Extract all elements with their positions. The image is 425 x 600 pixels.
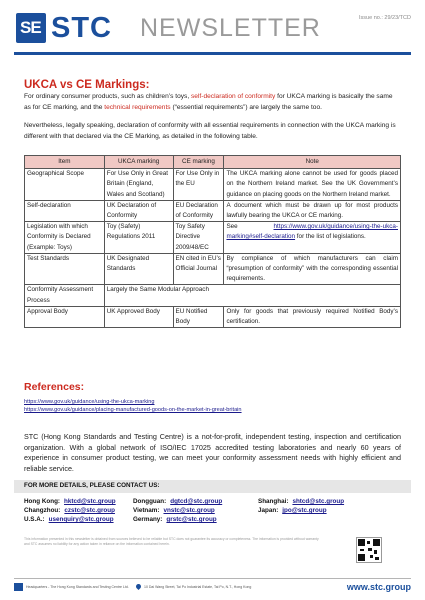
intro-paragraph: For ordinary consumer products, such as children’s toys, self-declaration of conformity for UKCA marking is basically the same as for CE marking, and the technical requirements (“essential requirements”) are largely the same too. <box>24 93 393 111</box>
table-cell-note: Only for goods that previously required Notified Body’s certification. <box>224 306 401 327</box>
contact-email-link[interactable]: dgtcd@stc.group <box>170 498 223 505</box>
comparison-paragraph: Nevertheless, legally speaking, declaration of conformity with all essential requirements in connection with the UKCA marking is different with that declared via the CE Marking, as detailed in the following table. <box>24 122 396 140</box>
reference-link-ukca-marking[interactable]: https://www.gov.uk/guidance/using-the-ukca-marking <box>24 399 155 405</box>
table-row <box>25 253 401 285</box>
contact-shanghai: Shanghai: shtcd@stc.group <box>258 498 345 505</box>
contact-hong-kong: Hong Kong: hktcd@stc.group <box>24 498 116 505</box>
table-cell-item: Geographical Scope <box>25 169 105 201</box>
column-header-item: Item <box>25 156 105 169</box>
disclaimer-text: This information presented in this newsletter is obtained from sources believed to be reliable but STC does not guarantee its accuracy or completeness. The information is provided without warranty and STC assumes no liability for any action taken in reliance on the information contained herein. <box>24 537 319 546</box>
stc-logo <box>16 11 124 45</box>
issue-number: Issue no.: 29/23/TCD <box>359 15 411 21</box>
footer-website-link[interactable]: www.stc.group <box>346 582 411 592</box>
stc-footer-logo-icon <box>14 583 23 591</box>
table-row <box>25 200 401 221</box>
stc-logo-mark: SE <box>16 13 46 43</box>
header-divider <box>14 52 411 55</box>
table-cell-note: By compliance of which manufacturers can claim “presumption of conformity” with the corresponding essential requirements. <box>224 253 401 285</box>
qr-code-icon[interactable] <box>356 537 382 563</box>
contact-changzhou: Changzhou: czstc@stc.group <box>24 507 115 514</box>
table-cell-ukca: Toy (Safety) Regulations 2011 <box>104 222 173 254</box>
page-footer <box>14 578 411 594</box>
contact-email-link[interactable]: hktcd@stc.group <box>64 498 116 505</box>
stc-logo-text: STC <box>51 12 112 44</box>
table-cell-ukca: For Use Only in Great Britain (England, Wales and Scotland) <box>104 169 173 201</box>
references-title: References: <box>24 381 85 393</box>
contact-japan: Japan: jpo@stc.group <box>258 507 327 514</box>
table-cell-merged: Largely the Same Modular Approach <box>104 285 400 306</box>
contact-dongguan: Dongguan: dgtcd@stc.group <box>133 498 223 505</box>
table-cell-ce: EN cited in EU’s Official Journal <box>173 253 224 285</box>
contact-email-link[interactable]: grstc@stc.group <box>166 516 217 523</box>
table-cell-ukca: UK Declaration of Conformity <box>104 200 173 221</box>
contact-email-link[interactable]: vnstc@stc.group <box>163 507 215 514</box>
column-header-ukca: UKCA marking <box>104 156 173 169</box>
table-row <box>25 306 401 327</box>
table-cell-ukca: UK Designated Standards <box>104 253 173 285</box>
newsletter-title: NEWSLETTER <box>140 14 321 42</box>
table-cell-ce: EU Notified Body <box>173 306 224 327</box>
table-row <box>25 285 401 306</box>
contact-email-link[interactable]: usenquiry@stc.group <box>48 516 114 523</box>
location-pin-icon <box>135 583 142 590</box>
table-cell-note: A document which must be drawn up for most products lawfully bearing the UKCA or CE marking. <box>224 200 401 221</box>
highlight-self-declaration: self-declaration of conformity <box>191 93 276 100</box>
about-stc-paragraph: STC (Hong Kong Standards and Testing Centre) is a not-for-profit, independent testing, inspection and certification organization. With a global network of ISO/IEC 17025 accredited testing laboratories and nearly 60 years of experience in consumer product testing, we can meet your conformity assessment needs with highly efficient and reliable service. <box>24 432 401 473</box>
footer-headquarters: Headquarters - The Hong Kong Standards and Testing Centre Ltd. <box>26 585 129 589</box>
table-cell-item: Legislation with which Conformity is Declared (Example: Toys) <box>25 222 105 254</box>
table-row <box>25 169 401 201</box>
table-cell-ce: For Use Only in the EU <box>173 169 224 201</box>
table-cell-item: Test Standards <box>25 253 105 285</box>
column-header-ce: CE marking <box>173 156 224 169</box>
table-cell-ukca: UK Approved Body <box>104 306 173 327</box>
table-row <box>25 222 401 254</box>
table-cell-ce: Toy Safety Directive 2009/48/EC <box>173 222 224 254</box>
table-cell-note: See https://www.gov.uk/guidance/using-the-ukca-marking#self-declaration for the list of legislations. <box>224 222 401 254</box>
highlight-technical-requirements: technical requirements <box>104 103 171 111</box>
table-header-row <box>25 156 401 169</box>
contact-usa: U.S.A.: usenquiry@stc.group <box>24 516 114 523</box>
footer-address: 10 Dai Wang Street, Tai Po Industrial Estate, Tai Po, N.T., Hong Kong <box>144 585 252 589</box>
contact-germany: Germany: grstc@stc.group <box>133 516 217 523</box>
contact-email-link[interactable]: shtcd@stc.group <box>292 498 345 505</box>
reference-link-placing-goods[interactable]: https://www.gov.uk/guidance/placing-manufactured-goods-on-the-market-in-great-britain <box>24 407 242 413</box>
ukca-self-declaration-link[interactable]: https://www.gov.uk/guidance/using-the-ukca-marking#self-declaration <box>226 223 398 241</box>
table-cell-note: The UKCA marking alone cannot be used for goods placed on the Northern Ireland market. See the UK Government’s guidance on placing goods on the Northern Ireland market. <box>224 169 401 201</box>
column-header-note: Note <box>224 156 401 169</box>
contact-email-link[interactable]: czstc@stc.group <box>64 507 115 514</box>
ukca-ce-comparison-table <box>24 155 401 328</box>
table-cell-item: Conformity Assessment Process <box>25 285 105 306</box>
contact-vietnam: Vietnam: vnstc@stc.group <box>133 507 215 514</box>
table-cell-item: Approval Body <box>25 306 105 327</box>
article-title: UKCA vs CE Markings: <box>24 79 150 91</box>
table-cell-ce: EU Declaration of Conformity <box>173 200 224 221</box>
table-cell-item: Self-declaration <box>25 200 105 221</box>
contact-title: FOR MORE DETAILS, PLEASE CONTACT US: <box>24 482 160 489</box>
newsletter-header <box>0 0 425 54</box>
contact-email-link[interactable]: jpo@stc.group <box>282 507 327 514</box>
